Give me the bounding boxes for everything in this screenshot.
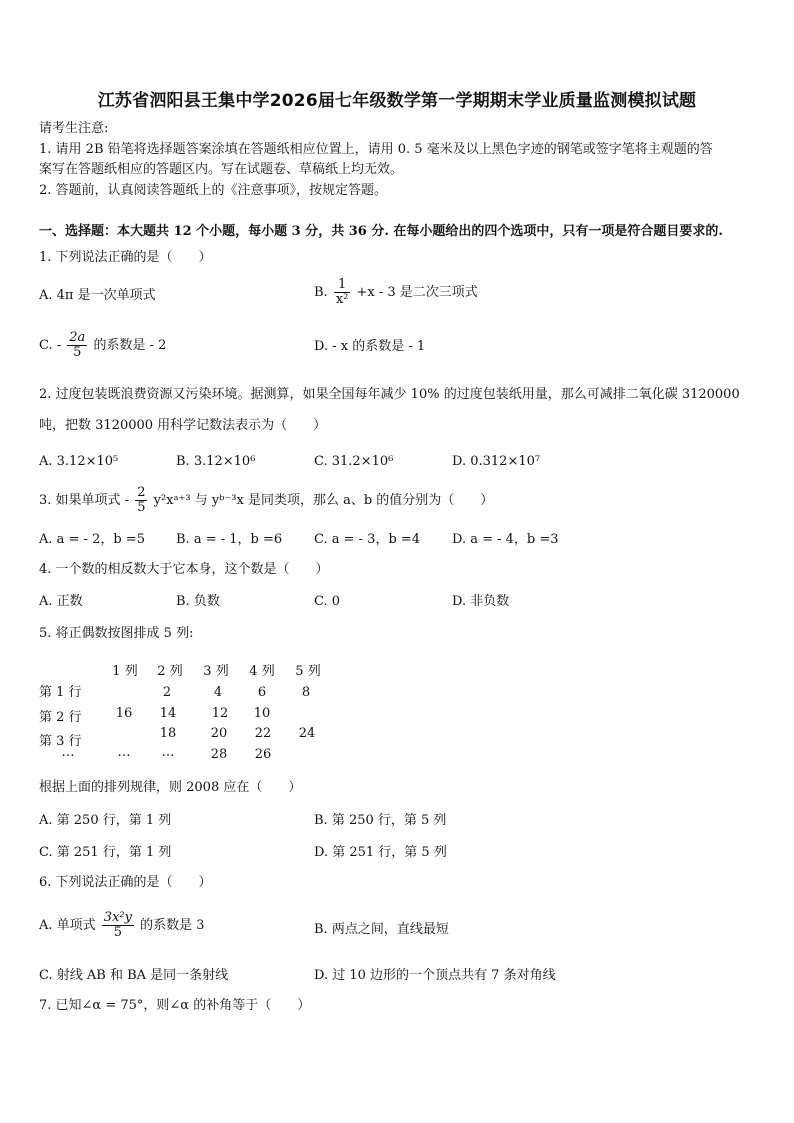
q5-col-header: 5 列 [295, 664, 321, 679]
q2-option-b: B. 3.12×10⁶ [176, 454, 256, 469]
q4-option-b: B. 负数 [176, 594, 220, 609]
q3-option-d: D. a = - 4，b =3 [452, 532, 559, 547]
q6-option-c: C. 射线 AB 和 BA 是同一条射线 [39, 968, 229, 983]
q6-a-suffix: 的系数是 3 [140, 918, 205, 933]
q4-option-a: A. 正数 [39, 594, 83, 609]
notice-heading: 请考生注意: [39, 121, 109, 136]
q4-stem: 4. 一个数的相反数大于它本身，这个数是（ ） [39, 562, 329, 577]
section-heading: 一、选择题：本大题共 12 个小题，每小题 3 分，共 36 分. 在每小题给出的四个选项中，只有一项是符合题目要求的. [39, 224, 723, 239]
q2-line-2: 吨，把数 3120000 用科学记数法表示为（ ） [39, 418, 327, 433]
q3-suffix: y²xᵃ⁺³ 与 yᵇ⁻³x 是同类项，那么 a、b 的值分别为（ ） [153, 493, 494, 508]
q5-col-header: 4 列 [249, 664, 275, 679]
q1-option-a: A. 4π 是一次单项式 [39, 288, 156, 303]
q1-c-fraction [67, 331, 87, 360]
q5-cell: 2 [162, 685, 172, 700]
q1-c-numerator: 2a [69, 330, 86, 345]
q3-prefix: 3. 如果单项式 - [39, 493, 130, 508]
notice-item-2: 2. 答题前，认真阅读答题纸上的《注意事项》，按规定答题。 [39, 183, 388, 198]
q6-a-fraction [102, 911, 134, 940]
q5-cell: 24 [298, 726, 316, 741]
q5-option-a: A. 第 250 行，第 1 列 [39, 813, 172, 828]
q4-option-c: C. 0 [314, 594, 341, 609]
q3-option-c: C. a = - 3，b =4 [314, 532, 421, 547]
q5-col-header: 1 列 [112, 664, 138, 679]
q2-option-d: D. 0.312×10⁷ [452, 454, 541, 469]
q3-fraction [135, 486, 147, 515]
q5-cell: 22 [254, 726, 272, 741]
q7-stem: 7. 已知∠α = 75°，则∠α 的补角等于（ ） [39, 998, 311, 1013]
q5-option-b: B. 第 250 行，第 5 列 [314, 813, 447, 828]
q1-option-d: D. - x 的系数是 - 1 [314, 339, 426, 354]
q5-cell: 18 [159, 726, 177, 741]
q6-option-b: B. 两点之间，直线最短 [314, 922, 449, 937]
q5-cell: 4 [213, 685, 223, 700]
q1-b-denominator: x² [335, 292, 349, 307]
q5-option-d: D. 第 251 行，第 5 列 [314, 845, 447, 860]
q1-b-numerator: 1 [334, 278, 351, 293]
q5-row-label: 第 1 行 [39, 685, 82, 700]
q5-after: 根据上面的排列规律，则 2008 应在（ ） [39, 780, 302, 795]
notice-item-1-line-2: 案写在答题纸相应的答题区内。写在试题卷、草稿纸上均无效。 [39, 162, 404, 177]
q6-a-numerator: 3x²y [103, 910, 132, 925]
q1-b-prefix: B. [314, 285, 328, 300]
q1-c-denominator: 5 [73, 345, 82, 360]
q5-cell: 26 [254, 747, 272, 762]
page-title: 江苏省泗阳县王集中学2026届七年级数学第一学期期末学业质量监测模拟试题 [97, 91, 697, 111]
q5-row-label: 第 3 行 [39, 734, 82, 749]
q5-cell: 14 [159, 706, 177, 721]
q5-option-c: C. 第 251 行，第 1 列 [39, 845, 172, 860]
q1-option-c [39, 331, 166, 360]
q1-c-prefix: C. - [39, 338, 62, 353]
q5-stem: 5. 将正偶数按图排成 5 列: [39, 626, 194, 641]
q5-row-label: 第 2 行 [39, 710, 82, 725]
q5-col-header: 2 列 [157, 664, 183, 679]
q5-cell: 8 [301, 685, 311, 700]
q6-a-prefix: A. 单项式 [39, 918, 96, 933]
q2-option-a: A. 3.12×10⁵ [39, 454, 119, 469]
q5-cell: 20 [210, 726, 228, 741]
q5-ellipsis: … [161, 745, 175, 760]
q1-stem: 1. 下列说法正确的是（ ） [39, 250, 212, 265]
q1-b-fraction [334, 278, 351, 307]
q3-option-b: B. a = - 1，b =6 [176, 532, 283, 547]
q2-option-c: C. 31.2×10⁶ [314, 454, 394, 469]
q2-line-1: 2. 过度包装既浪费资源又污染环境。据测算，如果全国每年减少 10% 的过度包装纸用量，那么可减排二氧化碳 3120000 [39, 387, 740, 402]
q5-ellipsis: … [61, 745, 75, 760]
q5-cell: 10 [253, 706, 271, 721]
q6-option-d: D. 过 10 边形的一个顶点共有 7 条对角线 [314, 968, 556, 983]
q5-cell: 16 [115, 706, 133, 721]
q4-option-d: D. 非负数 [452, 594, 510, 609]
q1-option-b [314, 278, 478, 307]
notice-item-1-line-1: 1. 请用 2B 铅笔将选择题答案涂填在答题纸相应位置上，请用 0. 5 毫米及以上黑色字迹的钢笔或签字笔将主观题的答 [39, 142, 713, 157]
q6-option-a [39, 911, 205, 940]
q5-ellipsis: … [117, 745, 131, 760]
q5-cell: 28 [210, 747, 228, 762]
q6-stem: 6. 下列说法正确的是（ ） [39, 875, 212, 890]
q5-cell: 6 [257, 685, 267, 700]
q3-denominator: 5 [137, 500, 146, 515]
q3-stem [39, 486, 493, 515]
q1-b-suffix: +x - 3 是二次三项式 [356, 285, 478, 300]
q3-numerator: 2 [137, 485, 146, 500]
q5-col-header: 3 列 [203, 664, 229, 679]
q3-option-a: A. a = - 2，b =5 [39, 532, 145, 547]
q1-c-suffix: 的系数是 - 2 [93, 338, 167, 353]
q6-a-denominator: 5 [113, 925, 123, 940]
q5-cell: 12 [211, 706, 229, 721]
